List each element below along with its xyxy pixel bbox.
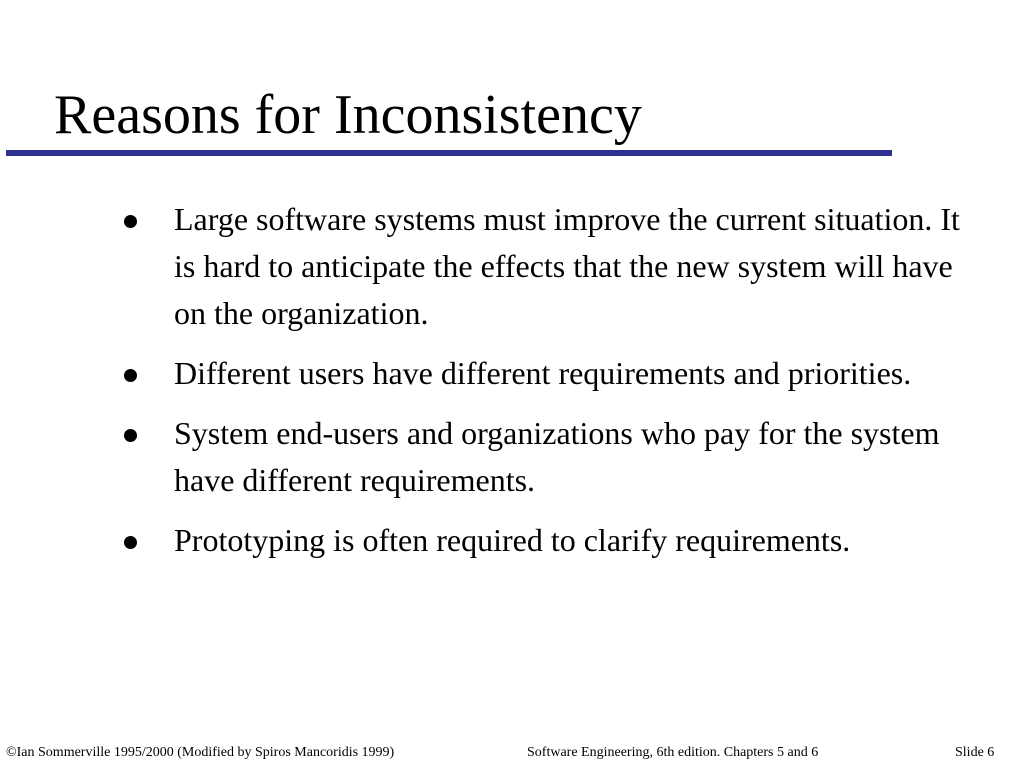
bullet-item <box>0 517 974 564</box>
bullet-dot-icon <box>124 215 137 228</box>
bullet-item <box>0 196 974 337</box>
slide-footer <box>0 743 1024 763</box>
bullet-item <box>0 410 974 504</box>
bullet-text: System end-users and organizations who pay for the system have different requirements. <box>174 415 940 498</box>
bullet-dot-icon <box>124 369 137 382</box>
footer-book-title: Software Engineering, 6th edition. Chapters 5 and 6 <box>527 745 819 760</box>
title-underline <box>6 150 892 156</box>
bullet-dot-icon <box>124 536 137 549</box>
slide-title: Reasons for Inconsistency <box>54 84 642 146</box>
footer-slide-number: Slide 6 <box>955 745 995 760</box>
footer-copyright: ©Ian Sommerville 1995/2000 (Modified by Spiros Mancoridis 1999) <box>6 745 395 760</box>
bullet-text: Large software systems must improve the current situation. It is hard to anticipate the effects that the new system will have on the organization. <box>174 201 960 331</box>
bullet-text: Different users have different requirements and priorities. <box>174 355 912 391</box>
bullet-dot-icon <box>124 429 137 442</box>
bullet-text: Prototyping is often required to clarify requirements. <box>174 522 851 558</box>
bullet-list <box>0 196 974 577</box>
bullet-item <box>0 350 974 397</box>
